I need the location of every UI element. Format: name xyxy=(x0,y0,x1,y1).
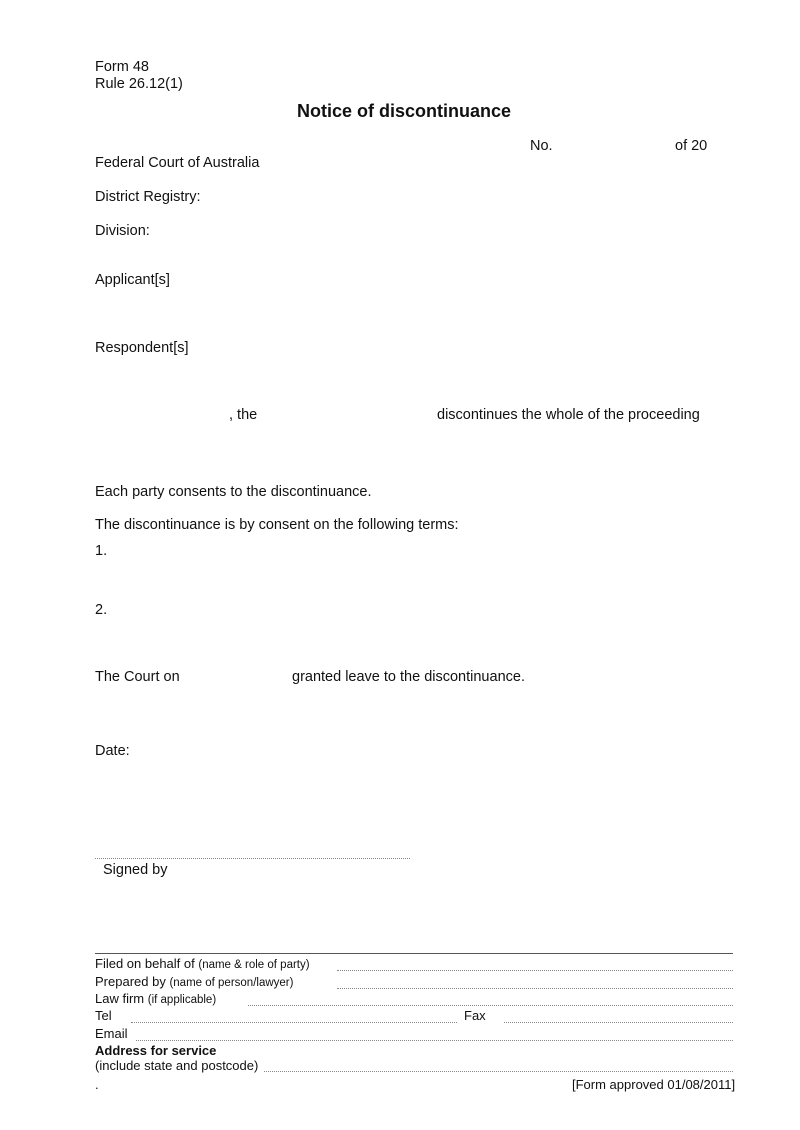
email-label: Email xyxy=(95,1026,128,1041)
footer-divider xyxy=(95,953,733,954)
signature-line[interactable] xyxy=(95,858,410,859)
address-hint: (include state and postcode) xyxy=(95,1058,259,1073)
division-label: Division: xyxy=(95,223,150,239)
district-registry-label: District Registry: xyxy=(95,189,201,205)
law-firm-label: Law firm xyxy=(95,991,145,1006)
prepared-by-row xyxy=(95,974,293,991)
tel-field[interactable] xyxy=(131,1022,457,1023)
filed-on-behalf-label: Filed on behalf of xyxy=(95,956,195,971)
date-label: Date: xyxy=(95,743,130,759)
discontinues-text: discontinues the whole of the proceeding xyxy=(437,407,700,423)
law-firm-row xyxy=(95,991,216,1008)
prepared-by-hint: (name of person/lawyer) xyxy=(169,977,294,989)
fax-label: Fax xyxy=(464,1008,486,1023)
no-label: No. xyxy=(530,138,553,154)
the-label: , the xyxy=(229,407,258,423)
prepared-by-field[interactable] xyxy=(337,988,733,989)
address-for-service-label: Address for service xyxy=(95,1043,217,1058)
footer-dot: . xyxy=(95,1077,99,1092)
of-year-label: of 20 xyxy=(675,138,708,154)
filed-on-behalf-row xyxy=(95,956,310,973)
prepared-by-label: Prepared by xyxy=(95,974,166,989)
email-field[interactable] xyxy=(136,1040,733,1041)
address-field[interactable] xyxy=(264,1071,733,1072)
signed-by-label: Signed by xyxy=(103,862,168,878)
applicant-label: Applicant[s] xyxy=(95,272,170,288)
tel-label: Tel xyxy=(95,1008,112,1023)
filed-on-behalf-hint: (name & role of party) xyxy=(198,959,310,971)
rule-reference: Rule 26.12(1) xyxy=(95,76,183,92)
terms-text: The discontinuance is by consent on the following terms: xyxy=(95,517,459,533)
term-1-number: 1. xyxy=(95,543,108,559)
term-2-number: 2. xyxy=(95,602,108,618)
court-name: Federal Court of Australia xyxy=(95,155,260,171)
respondent-label: Respondent[s] xyxy=(95,340,189,356)
leave-text: granted leave to the discontinuance. xyxy=(292,669,525,685)
page-title: Notice of discontinuance xyxy=(297,101,512,121)
form-approval-note: [Form approved 01/08/2011] xyxy=(572,1077,736,1092)
law-firm-hint: (if applicable) xyxy=(147,994,217,1006)
fax-field[interactable] xyxy=(504,1022,733,1023)
consent-text: Each party consents to the discontinuance. xyxy=(95,484,372,500)
court-on-label: The Court on xyxy=(95,669,180,685)
filed-on-behalf-field[interactable] xyxy=(337,970,733,971)
law-firm-field[interactable] xyxy=(248,1005,733,1006)
form-number: Form 48 xyxy=(95,59,149,75)
